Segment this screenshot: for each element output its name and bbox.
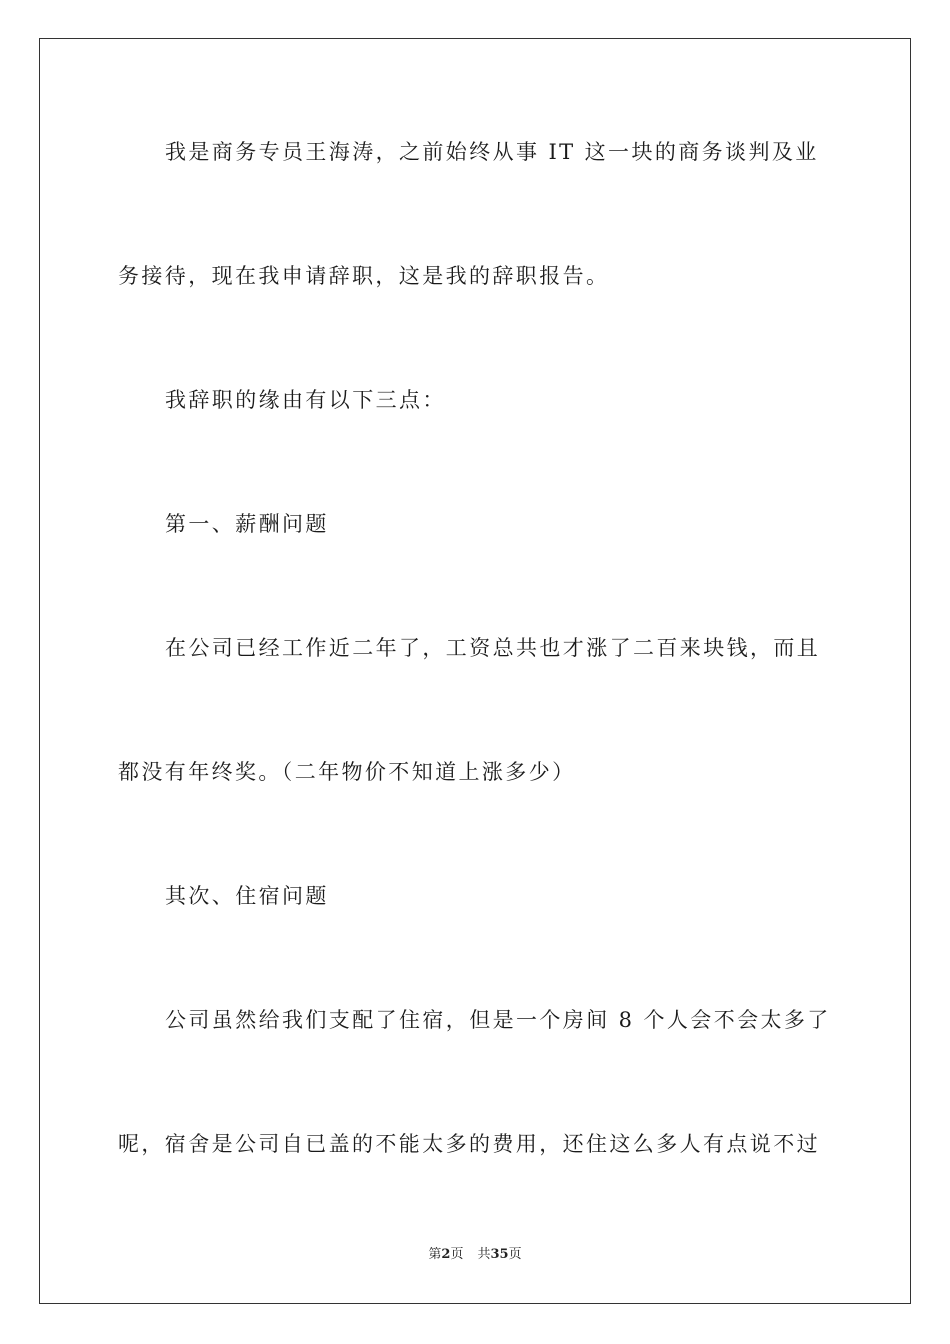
page-footer xyxy=(0,1246,950,1264)
paragraph-line-8: 公司虽然给我们支配了住宿，但是一个房间 8 个人会不会太多了 xyxy=(165,1008,831,1032)
section-heading-salary: 第一、薪酬问题 xyxy=(165,512,329,536)
footer-page-prefix: 第 xyxy=(428,1247,442,1262)
paragraph-line-6: 都没有年终奖。（二年物价不知道上涨多少） xyxy=(118,760,576,784)
footer-total-prefix: 共 xyxy=(477,1247,491,1262)
paragraph-line-2: 务接待，现在我申请辞职，这是我的辞职报告。 xyxy=(118,264,610,288)
paragraph-line-3: 我辞职的缘由有以下三点： xyxy=(165,388,446,412)
footer-page-number: 2 xyxy=(441,1247,451,1262)
paragraph-line-9: 呢，宿舍是公司自已盖的不能太多的费用，还住这么多人有点说不过 xyxy=(118,1132,820,1156)
paragraph-line-5: 在公司已经工作近二年了，工资总共也才涨了二百来块钱，而且 xyxy=(165,636,821,660)
paragraph-line-1: 我是商务专员王海涛，之前始终从事 IT 这一块的商务谈判及业 xyxy=(165,140,819,164)
footer-total-pages: 35 xyxy=(490,1247,509,1262)
footer-total-suffix: 页 xyxy=(508,1247,522,1262)
footer-page-suffix: 页 xyxy=(450,1247,464,1262)
page-border xyxy=(39,38,911,1304)
section-heading-housing: 其次、住宿问题 xyxy=(165,884,329,908)
